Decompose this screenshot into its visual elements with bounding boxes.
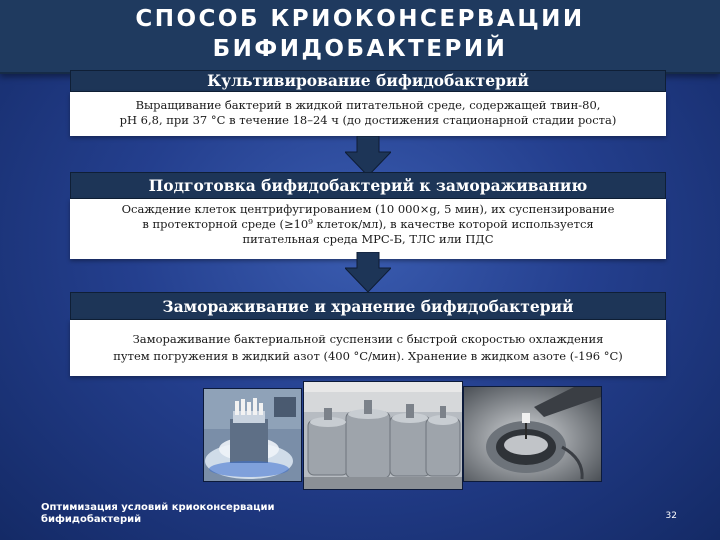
step-description-line: Замораживание бактериальной суспензии с быстрой скоростью охлаждения (132, 332, 604, 346)
page-number: 32 (665, 511, 677, 521)
down-arrow-icon (345, 136, 391, 176)
footer-caption-line: Оптимизация условий криоконсервации (41, 502, 275, 513)
dewar-opening-photo (463, 386, 602, 482)
step-description-line: рН 6,8, при 37 °С в течение 18–24 ч (до достижения стационарной стадии роста) (119, 113, 617, 127)
step-heading: Подготовка бифидобактерий к замораживанию (70, 172, 666, 199)
step-preparation (70, 172, 666, 259)
title-bar (0, 0, 720, 74)
slide-title-line-2: БИФИДОБАКТЕРИЙ (212, 36, 508, 62)
step-heading: Замораживание и хранение бифидобактерий (70, 292, 666, 320)
slide-title-line-1: СПОСОБ КРИОКОНСЕРВАЦИИ (135, 6, 585, 32)
step-description-line: Осаждение клеток центрифугированием (10 000×g, 5 мин), их суспензирование (121, 202, 615, 216)
step-description (70, 92, 666, 136)
step-cultivation (70, 70, 666, 136)
step-description-line: питательная среда МРС-Б, ТЛС или ПДС (242, 232, 494, 246)
step-description-line: путем погружения в жидкий азот (400 °С/мин). Хранение в жидком азоте (-196 °С) (113, 349, 623, 363)
footer-caption-line: бифидобактерий (41, 514, 142, 525)
nitrogen-dewars-photo (303, 381, 463, 490)
step-heading: Культивирование бифидобактерий (70, 70, 666, 92)
step-description (70, 320, 666, 376)
down-arrow-icon (345, 252, 391, 292)
footer-caption (41, 502, 275, 526)
step-description-line: Выращивание бактерий в жидкой питательной среде, содержащей твин-80, (135, 98, 601, 112)
step-description-line: в протекторной среде (≥10⁹ клеток/мл), в качестве которой используется (142, 217, 594, 231)
step-description (70, 199, 666, 259)
cryo-box-photo (203, 388, 302, 482)
step-freezing-storage (70, 292, 666, 376)
